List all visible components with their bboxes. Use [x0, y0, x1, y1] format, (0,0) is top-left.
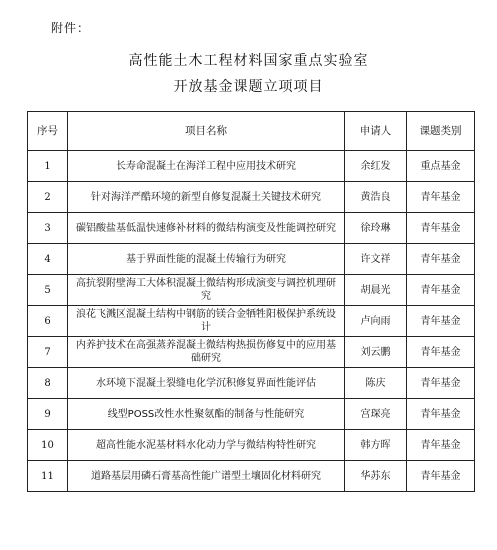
- table-row: [28, 399, 475, 430]
- category: 青年基金: [407, 244, 475, 275]
- row-number: 3: [28, 213, 68, 244]
- table-row: [28, 368, 475, 399]
- table-row: [28, 151, 475, 182]
- category: 青年基金: [407, 275, 475, 306]
- project-name: 线型POSS改性水性聚氨酯的制备与性能研究: [68, 399, 345, 430]
- applicant: 黄浩良: [345, 182, 407, 213]
- project-name: 长寿命混凝土在海洋工程中应用技术研究: [68, 151, 345, 182]
- table-header-row: [28, 112, 475, 151]
- applicant: 刘云鹏: [345, 337, 407, 368]
- row-number: 9: [28, 399, 68, 430]
- row-number: 6: [28, 306, 68, 337]
- project-name: 碳铝酸盐基低温快速修补材料的微结构演变及性能调控研究: [68, 213, 345, 244]
- category: 青年基金: [407, 430, 475, 461]
- row-number: 4: [28, 244, 68, 275]
- row-number: 5: [28, 275, 68, 306]
- applicant: 卢向雨: [345, 306, 407, 337]
- row-number: 8: [28, 368, 68, 399]
- table-row: [28, 182, 475, 213]
- attachment-label: 附件：: [51, 21, 91, 35]
- row-number: 10: [28, 430, 68, 461]
- table-row: [28, 337, 475, 368]
- column-header-project-name: 项目名称: [68, 112, 345, 151]
- category: 青年基金: [407, 306, 475, 337]
- applicant: 韩方晖: [345, 430, 407, 461]
- table-row: [28, 275, 475, 306]
- category: 青年基金: [407, 399, 475, 430]
- document-title: 高性能土木工程材料国家重点实验室: [128, 53, 369, 69]
- applicant: 宫琛亮: [345, 399, 407, 430]
- column-header-number: 序号: [28, 112, 68, 151]
- category: 重点基金: [407, 151, 475, 182]
- category: 青年基金: [407, 368, 475, 399]
- project-name: 基于界面性能的混凝土传输行为研究: [68, 244, 345, 275]
- row-number: 2: [28, 182, 68, 213]
- table-row: [28, 461, 475, 492]
- column-header-applicant: 申请人: [345, 112, 407, 151]
- applicant: 华苏东: [345, 461, 407, 492]
- row-number: 7: [28, 337, 68, 368]
- applicant: 胡晨光: [345, 275, 407, 306]
- category: 青年基金: [407, 182, 475, 213]
- table-row: [28, 430, 475, 461]
- document-subtitle: 开放基金课题立项项目: [173, 79, 324, 95]
- table-row: [28, 306, 475, 337]
- row-number: 1: [28, 151, 68, 182]
- category: 青年基金: [407, 337, 475, 368]
- table-row: [28, 213, 475, 244]
- project-name: 针对海洋严酷环境的新型自修复混凝土关键技术研究: [68, 182, 345, 213]
- row-number: 11: [28, 461, 68, 492]
- project-name: 浪花飞溅区混凝土结构中钢筋的镁合金牺牲阳极保护系统设计: [68, 306, 345, 337]
- applicant: 陈庆: [345, 368, 407, 399]
- applicant: 徐玲琳: [345, 213, 407, 244]
- applicant: 余红发: [345, 151, 407, 182]
- category: 青年基金: [407, 461, 475, 492]
- project-name: 内养护技术在高强蒸养混凝土微结构热损伤修复中的应用基础研究: [68, 337, 345, 368]
- applicant: 许文祥: [345, 244, 407, 275]
- projects-table: [27, 111, 475, 492]
- project-name: 水环境下混凝土裂缝电化学沉积修复界面性能评估: [68, 368, 345, 399]
- project-name: 道路基层用磷石膏基高性能广谱型土壤固化材料研究: [68, 461, 345, 492]
- project-name: 高抗裂附壁海工大体积混凝土微结构形成演变与调控机理研究: [68, 275, 345, 306]
- category: 青年基金: [407, 213, 475, 244]
- column-header-category: 课题类别: [407, 112, 475, 151]
- project-name: 超高性能水泥基材料水化动力学与微结构特性研究: [68, 430, 345, 461]
- table-row: [28, 244, 475, 275]
